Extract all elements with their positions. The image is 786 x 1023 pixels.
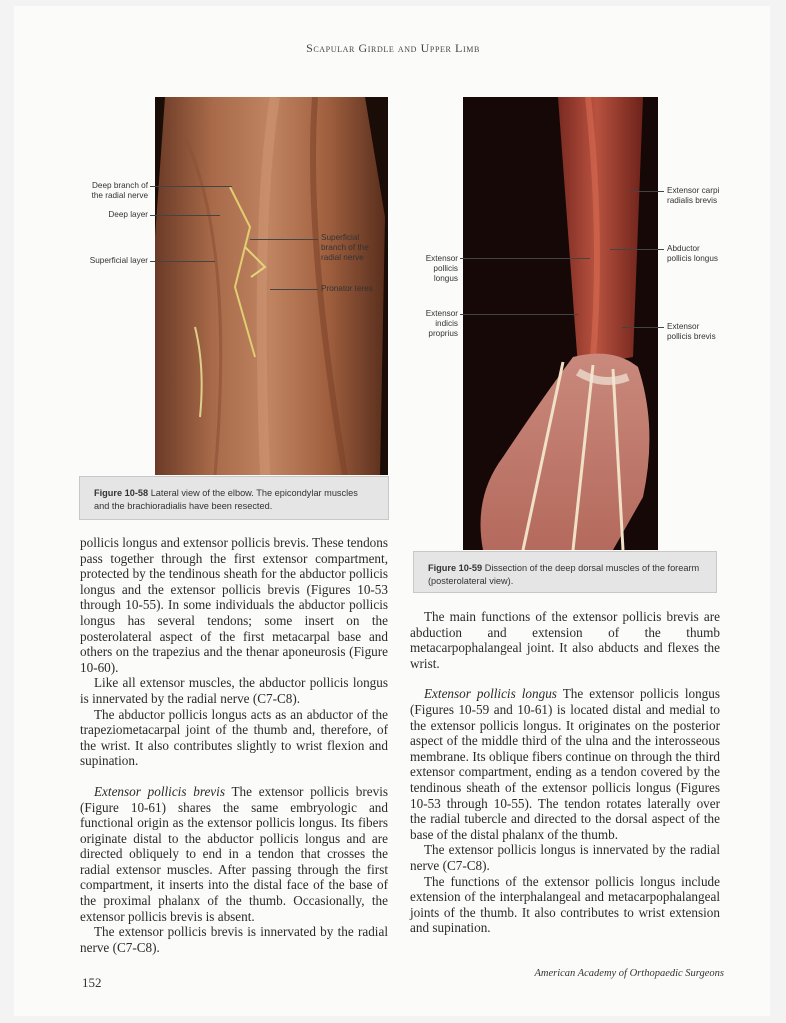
leader-line: [622, 327, 664, 328]
paragraph: Extensor pollicis brevis The extensor pollicis brevis (Figure 10-61) shares the same embryologic and functional origin as the extensor pollicis longus. Its fibers originate distal to the abductor pollicis longus and are directed obliquely to end in a tendon that crosses the radial extensor muscles. After passing through the first compartment, it inserts into the distal face of the base of the proximal phalanx of the thumb. Occasionally, the extensor pollicis brevis is absent.: [80, 783, 389, 924]
leader-line: [250, 239, 318, 240]
figure-10-59-photo: [463, 97, 658, 550]
page-number: 152: [82, 975, 102, 990]
callout-superficial-layer: Superficial layer: [89, 256, 148, 265]
callout-deep-branch: Deep branch of the radial nerve: [91, 181, 148, 200]
paragraph: Like all extensor muscles, the abductor pollicis longus is innervated by the radial nerve (C7-C8).: [80, 675, 388, 706]
forearm-dissection-image: [463, 97, 658, 550]
figure-10-58-caption: [79, 476, 389, 520]
callout-superficial-branch: Superficial branch of the radial nerve: [321, 233, 369, 262]
callout-epl: Extensor pollicis longus: [425, 254, 458, 283]
callout-deep-layer: Deep layer: [108, 210, 148, 219]
leader-line: [630, 191, 664, 192]
callout-apl: Abductor pollicis longus: [667, 244, 718, 263]
publisher-footer: American Academy of Orthopaedic Surgeons: [534, 968, 724, 979]
right-column-text: [410, 609, 720, 936]
paragraph: pollicis longus and extensor pollicis brevis. These tendons pass together through the first extensor compartment, protected by the tendinous sheath for the abductor pollicis longus and the extensor pollicis brevis (Figures 10-53 through 10-55). In some individuals the abductor pollicis longus has several tendons; some insert on the posterolateral aspect of the first metacarpal base and others on the trapezius and the thenar aponeurosis (Figure 10-60).: [80, 535, 388, 675]
paragraph: The main functions of the extensor pollicis brevis are abduction and extension of the thumb metacarpophalangeal joint. It also abducts and flexes the wrist.: [410, 609, 720, 671]
callout-eip: Extensor indicis proprius: [425, 309, 458, 338]
left-column-text: [80, 535, 388, 955]
paragraph: Extensor pollicis longus The extensor pollicis longus (Figures 10-59 and 10-61) is located distal and medial to the extensor pollicis longus. It originates on the posterior aspect of the middle third of the ulna and the interosseous membrane. Its oblique fibers continue on through the third extensor compartment, ending as a tendon covered by the tendinous sheath of the extensor pollicis longus (Figures 10-53 through 10-55). The tendon rotates laterally over the radial tubercle and directed to the dorsal aspect of the base of the distal phalanx of the thumb.: [410, 686, 720, 842]
section-heading: Extensor pollicis longus: [424, 686, 557, 702]
callout-ecrb: Extensor carpi radialis brevis: [667, 186, 720, 205]
section-heading: Extensor pollicis brevis: [94, 783, 225, 799]
callout-epb: Extensor pollicis brevis: [667, 322, 716, 341]
leader-line: [460, 314, 578, 315]
leader-line: [150, 215, 220, 216]
leader-line: [270, 289, 318, 290]
leader-line: [460, 258, 590, 259]
leader-line: [150, 186, 232, 187]
figure-label: Figure 10-59: [428, 563, 483, 573]
paragraph: The abductor pollicis longus acts as an abductor of the trapeziometacarpal joint of the thumb and, therefore, of the wrist. It also contributes slightly to wrist flexion and supination.: [80, 706, 388, 769]
paragraph: The extensor pollicis longus is innervated by the radial nerve (C7-C8).: [410, 842, 720, 873]
caption-text: Lateral view of the elbow. The epicondylar muscles and the brachioradialis have been resected.: [94, 488, 358, 511]
figure-label: Figure 10-58: [94, 488, 149, 498]
figure-10-59-caption: [413, 551, 717, 593]
paragraph: The extensor pollicis brevis is innervated by the radial nerve (C7-C8).: [80, 924, 388, 955]
caption-text: Dissection of the deep dorsal muscles of the forearm (posterolateral view).: [428, 563, 700, 586]
callout-pronator-teres: Pronator teres: [321, 284, 373, 293]
leader-line: [610, 249, 664, 250]
leader-line: [150, 261, 215, 262]
paragraph: The functions of the extensor pollicis longus include extension of the interphalangeal and metacarpophalangeal joints of the thumb. It also contributes to wrist extension and supination.: [410, 873, 720, 936]
running-header: Scapular Girdle and Upper Limb: [306, 41, 480, 55]
